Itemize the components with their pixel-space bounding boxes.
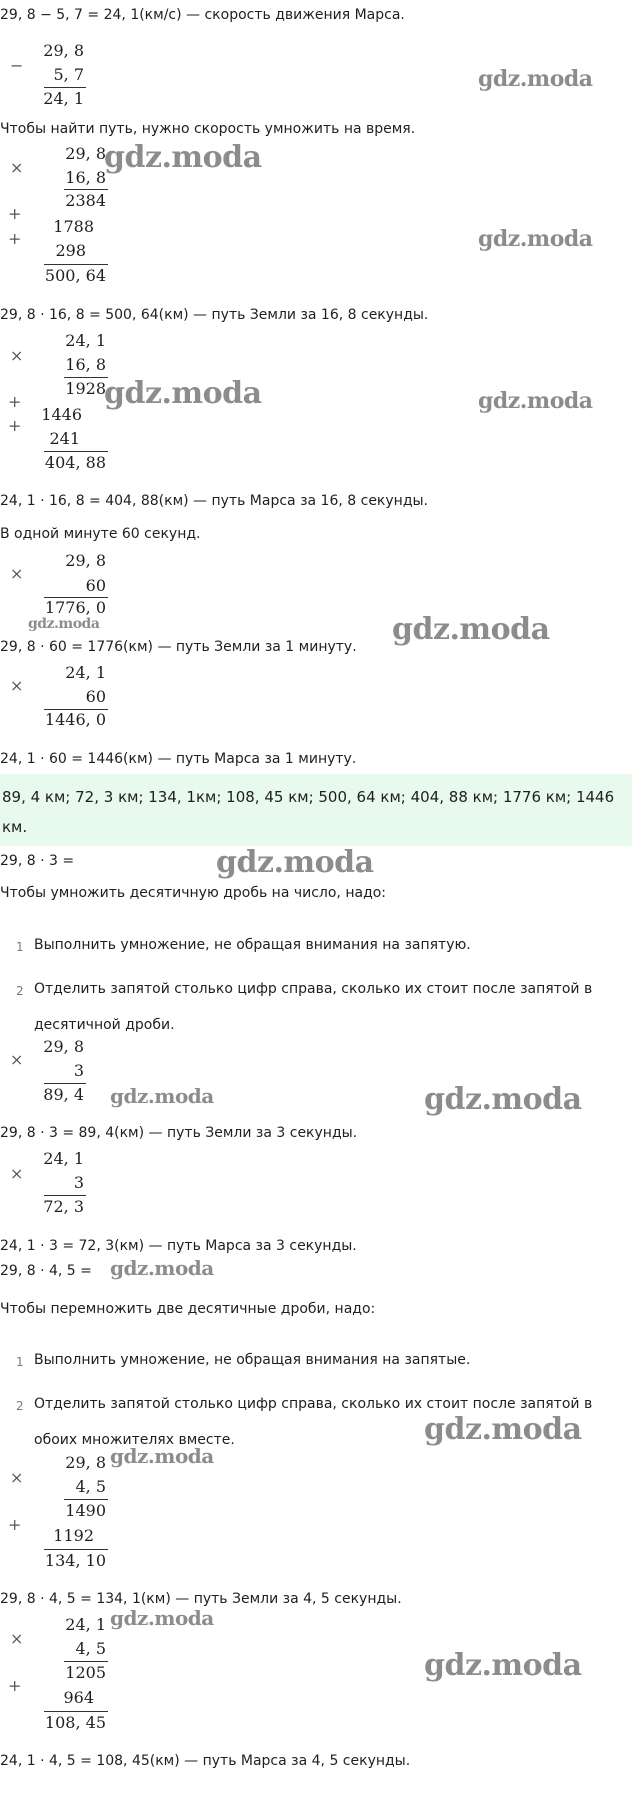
earth-4-5-line: 29, 8 · 4, 5 = 134, 1(км) — путь Земли за 4, 5 секунды.: [0, 1591, 402, 1607]
partial-1: 1490: [65, 1501, 106, 1520]
list-item-number: 2: [16, 984, 24, 998]
expr-3-line: 29, 8 · 3 =: [0, 853, 75, 869]
times-sign: ×: [10, 158, 24, 177]
plus-sign: +: [8, 229, 22, 248]
sum-rule: [44, 1549, 108, 1550]
times-sign: ×: [10, 1629, 24, 1648]
watermark: gdz.moda: [110, 1444, 214, 1468]
plus-sign: +: [8, 416, 22, 435]
watermark: gdz.moda: [216, 845, 374, 880]
watermark: gdz.moda: [478, 66, 593, 92]
factor-b: 3: [73, 1061, 84, 1080]
list-item: Отделить запятой столько цифр справа, сколько их стоит после запятой в обоих множителях вместе.: [34, 1396, 593, 1448]
factor-a: 29, 8: [65, 144, 106, 163]
times-sign: ×: [10, 564, 24, 583]
mul-rule: [64, 1499, 108, 1500]
times-sign: ×: [10, 346, 24, 365]
sub-rule: [44, 87, 86, 88]
partial-2: 1446: [41, 405, 82, 424]
watermark: gdz.moda: [110, 1084, 214, 1108]
partial-1: 1205: [65, 1663, 106, 1682]
expr-4-5-line: 29, 8 · 4, 5 =: [0, 1263, 92, 1279]
factor-b: 4, 5: [75, 1477, 106, 1496]
minus-sign: −: [10, 56, 24, 75]
list-item: Отделить запятой столько цифр справа, сколько их стоит после запятой в десятичной дроби.: [34, 981, 593, 1033]
watermark: gdz.moda: [104, 376, 262, 411]
difference: 24, 1: [43, 89, 84, 108]
watermark: gdz.moda: [104, 140, 262, 175]
watermark: gdz.moda: [478, 226, 593, 252]
path-rule-line: Чтобы найти путь, нужно скорость умножить на время.: [0, 121, 416, 137]
factor-b: 16, 8: [65, 168, 106, 187]
partial-3: 298: [55, 241, 86, 260]
product: 108, 45: [44, 1713, 106, 1732]
earth-3-line: 29, 8 · 3 = 89, 4(км) — путь Земли за 3 секунды.: [0, 1125, 358, 1141]
factor-a: 29, 8: [43, 1037, 84, 1056]
answer-text: 89, 4 км; 72, 3 км; 134, 1км; 108, 45 км; 500, 64 км; 404, 88 км; 1776 км; 1446 км.: [2, 788, 615, 836]
sum-rule: [44, 1711, 108, 1712]
plus-sign: +: [8, 392, 22, 411]
watermark: gdz.moda: [110, 1606, 214, 1630]
watermark: gdz.moda: [478, 388, 593, 414]
factor-a: 29, 8: [65, 1453, 106, 1472]
partial-2: 1192: [53, 1526, 94, 1545]
product: 89, 4: [43, 1085, 84, 1104]
partial-1: 1928: [65, 379, 106, 398]
sum-rule: [44, 264, 108, 265]
factor-a: 24, 1: [43, 1149, 84, 1168]
factor-b: 60: [85, 687, 106, 706]
product: 134, 10: [44, 1551, 106, 1570]
mul-rule: [64, 377, 108, 378]
product: 1776, 0: [44, 598, 106, 617]
mul-rule: [44, 1195, 86, 1196]
partial-3: 241: [49, 429, 80, 448]
list-item: Выполнить умножение, не обращая внимания на запятые.: [34, 1352, 471, 1368]
mars-3-line: 24, 1 · 3 = 72, 3(км) — путь Марса за 3 секунды.: [0, 1238, 357, 1254]
factor-a: 24, 1: [65, 663, 106, 682]
factor-b: 4, 5: [75, 1639, 106, 1658]
plus-sign: +: [8, 1676, 22, 1695]
product: 72, 3: [43, 1197, 84, 1216]
factor-b: 60: [85, 576, 106, 595]
list-item-number: 2: [16, 1399, 24, 1413]
times-sign: ×: [10, 1050, 24, 1069]
rule-number-line: Чтобы умножить десятичную дробь на число, надо:: [0, 885, 387, 901]
mul-rule: [64, 189, 108, 190]
factor-a: 29, 8: [65, 551, 106, 570]
list-item-number: 1: [16, 940, 24, 954]
mars-1min-line: 24, 1 · 60 = 1446(км) — путь Марса за 1 минуту.: [0, 751, 357, 767]
minute-line: В одной минуте 60 секунд.: [0, 526, 201, 542]
product: 404, 88: [44, 453, 106, 472]
watermark: gdz.moda: [424, 1648, 582, 1683]
earth-1min-line: 29, 8 · 60 = 1776(км) — путь Земли за 1 минуту.: [0, 639, 357, 655]
mars-speed-line: 29, 8 − 5, 7 = 24, 1(км/с) — скорость движения Марса.: [0, 7, 405, 23]
times-sign: ×: [10, 676, 24, 695]
minuend: 29, 8: [43, 41, 84, 60]
factor-b: 3: [73, 1173, 84, 1192]
factor-a: 24, 1: [65, 1615, 106, 1634]
earth-16-8-line: 29, 8 · 16, 8 = 500, 64(км) — путь Земли за 16, 8 секунды.: [0, 307, 429, 323]
subtrahend: 5, 7: [53, 65, 84, 84]
mul-rule: [64, 1661, 108, 1662]
times-sign: ×: [10, 1164, 24, 1183]
product: 500, 64: [44, 266, 106, 285]
plus-sign: +: [8, 1515, 22, 1534]
list-item-number: 1: [16, 1355, 24, 1369]
mul-rule: [44, 1083, 86, 1084]
factor-b: 16, 8: [65, 355, 106, 374]
partial-2: 1788: [53, 217, 94, 236]
mars-4-5-line: 24, 1 · 4, 5 = 108, 45(км) — путь Марса за 4, 5 секунды.: [0, 1753, 411, 1769]
rule-decimals-line: Чтобы перемножить две десятичные дроби, надо:: [0, 1301, 376, 1317]
factor-a: 24, 1: [65, 331, 106, 350]
watermark: gdz.moda: [392, 612, 550, 647]
watermark: gdz.moda: [424, 1082, 582, 1117]
watermark: gdz.moda: [424, 1412, 582, 1447]
partial-1: 2384: [65, 191, 106, 210]
watermark: gdz.moda: [110, 1256, 214, 1280]
list-item: Выполнить умножение, не обращая внимания на запятую.: [34, 937, 471, 953]
times-sign: ×: [10, 1468, 24, 1487]
product: 1446, 0: [44, 710, 106, 729]
partial-2: 964: [63, 1688, 94, 1707]
sum-rule: [44, 451, 108, 452]
mars-16-8-line: 24, 1 · 16, 8 = 404, 88(км) — путь Марса за 16, 8 секунды.: [0, 493, 429, 509]
plus-sign: +: [8, 204, 22, 223]
watermark: gdz.moda: [28, 616, 100, 632]
